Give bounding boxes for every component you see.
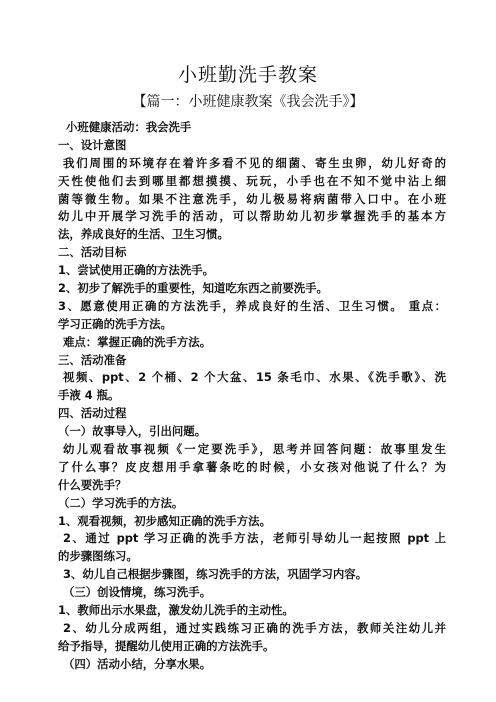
text-line: 学习正确的洗手方法。 xyxy=(58,316,172,331)
subsection-heading: （一）故事导入，引出问题。 xyxy=(58,424,207,439)
subsection-heading: （三）创设情境，练习洗手。 xyxy=(63,585,212,600)
section-heading: 四、活动过程 xyxy=(58,406,127,421)
text-line: 3、愿意使用正确的方法洗手，养成良好的生活、卫生习惯。 重点： xyxy=(58,298,446,313)
text-line: 2、初步了解洗手的重要性，知道吃东西之前要洗手。 xyxy=(58,281,328,296)
document-body xyxy=(58,119,446,674)
text-line: 我们周围的环境存在着许多看不见的细菌、寄生虫卵，幼儿好奇的 xyxy=(63,155,446,170)
text-line: 难点：掌握正确的洗手方法。 xyxy=(63,334,212,349)
text-line: 法，养成良好的生活、卫生习惯。 xyxy=(58,227,229,242)
text-line: 1、教师出示水果盘，激发幼儿洗手的主动性。 xyxy=(58,603,294,618)
text-line: 什么要洗手？ xyxy=(58,477,127,492)
subsection-heading: （二）学习洗手的方法。 xyxy=(58,495,184,510)
document-title: 小班勤洗手教案 xyxy=(177,64,318,86)
text-line: 1、尝试使用正确的方法洗手。 xyxy=(58,263,215,278)
section-heading: 一、设计意图 xyxy=(58,137,127,152)
text-line: 2、幼儿分成两组，通过实践练习正确的洗手方法，教师关注幼儿并 xyxy=(63,620,446,635)
text-line: 2、通过 ppt 学习正确的洗手方法，老师引导幼儿一起按照 ppt 上 xyxy=(63,531,446,546)
section-heading: 二、活动目标 xyxy=(58,245,127,260)
text-line: 手液 4 瓶。 xyxy=(58,388,120,403)
text-line: 给予指导，提醒幼儿使用正确的方法洗手。 xyxy=(58,638,275,653)
text-line: 小班健康活动：我会洗手 xyxy=(66,120,192,134)
text-line: 菌等微生物。如果不注意洗手，幼儿极易将病菌带入口中。在小班 xyxy=(58,191,446,206)
document-subtitle: 【篇一：小班健康教案《我会洗手》】 xyxy=(132,94,364,110)
section-heading: 三、活动准备 xyxy=(58,352,127,367)
text-line: 3、幼儿自己根据步骤图，练习洗手的方法，巩固学习内容。 xyxy=(63,567,368,582)
text-line: 视频、ppt、2 个桶、2 个大盆、15 条毛巾、水果、《洗手歌》、洗 xyxy=(63,370,446,385)
text-line: 幼儿中开展学习洗手的活动，可以帮助幼儿初步掌握洗手的基本方 xyxy=(58,209,446,224)
text-line: 幼儿观看故事视频《一定要洗手》，思考并回答问题：故事里发生 xyxy=(63,442,446,457)
text-line: 的步骤图练习。 xyxy=(58,549,138,564)
text-line: 天性使他们去到哪里都想摸摸、玩玩，小手也在不知不觉中沾上细 xyxy=(58,173,446,188)
text-line: 1、观看视频，初步感知正确的洗手方法。 xyxy=(58,513,271,528)
subsection-heading: （四）活动小结，分享水果。 xyxy=(63,656,212,671)
text-line: 了什么事？皮皮想用手拿薯条吃的时候，小女孩对他说了什么？为 xyxy=(58,459,446,474)
